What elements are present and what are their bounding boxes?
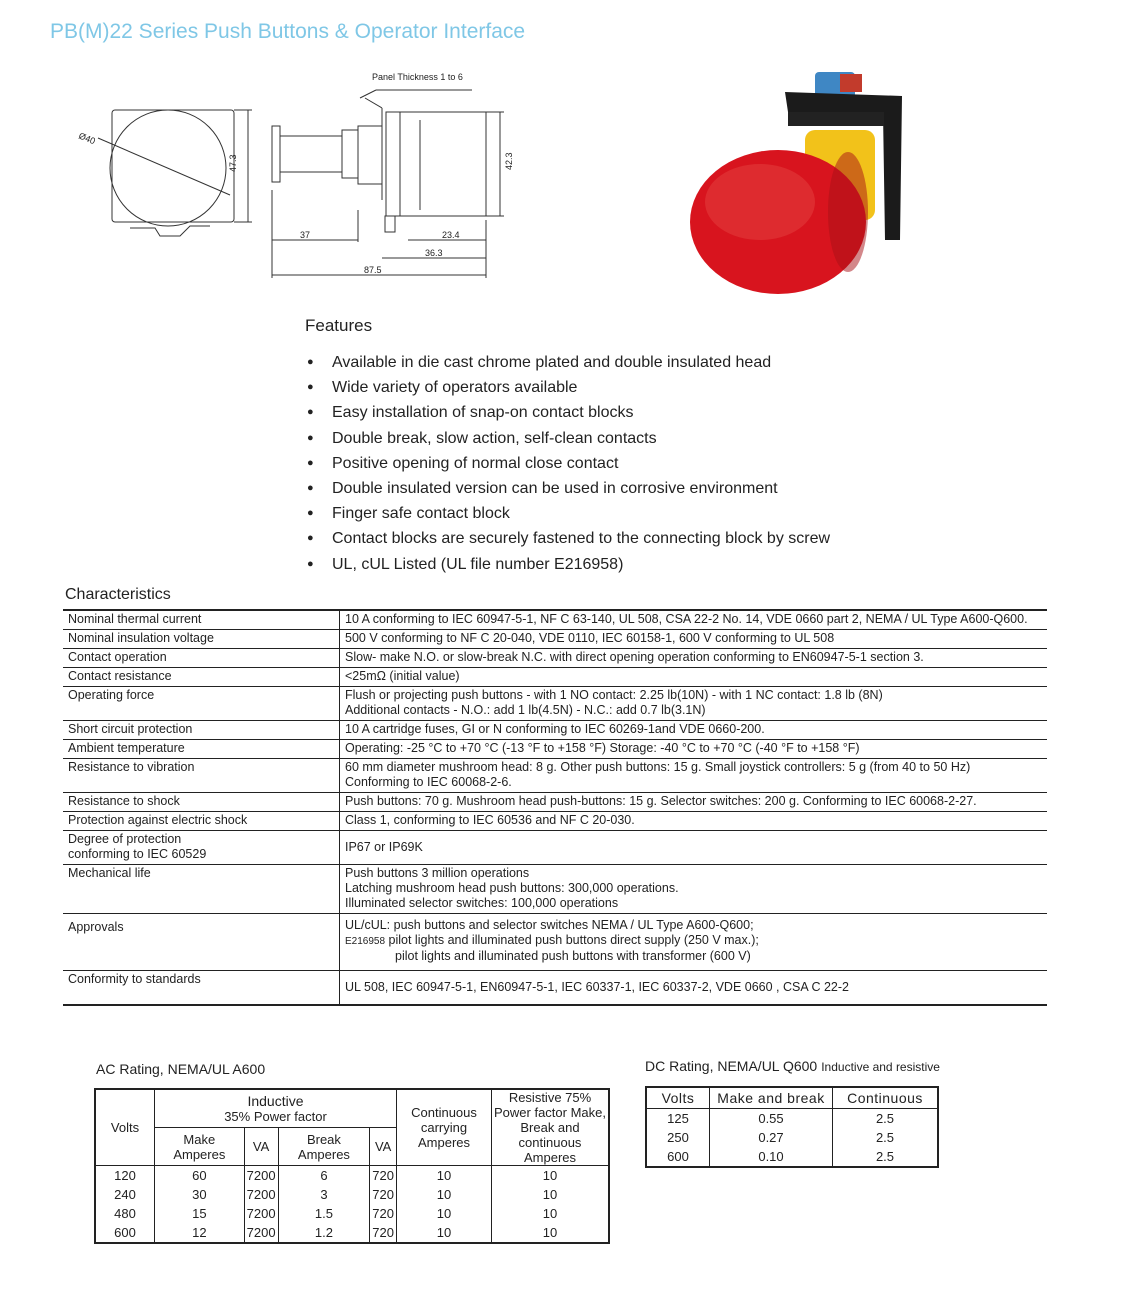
- char-value-line: Flush or projecting push buttons - with 1 NO contact: 2.25 lb(10N) - with 1 NC contact: 1.8 lb (8N): [345, 688, 883, 702]
- char-value-line: UL/cUL: push buttons and selector switches NEMA / UL Type A600-Q600;: [345, 918, 754, 932]
- ac-rating-heading: AC Rating, NEMA/UL A600: [96, 1061, 266, 1077]
- char-value-line: Conforming to IEC 60068-2-6.: [345, 775, 512, 789]
- char-value: Slow- make N.O. or slow-break N.C. with direct opening operation conforming to EN60947-5-1 section 3.: [340, 649, 1048, 668]
- char-value-line: E216958 pilot lights and illuminated push buttons direct supply (250 V max.);: [345, 933, 759, 947]
- table-row: [63, 865, 1047, 914]
- table-row: 250 0.27 2.5: [646, 1128, 938, 1147]
- table-row: 120 60 7200 6 720 10 10: [95, 1166, 609, 1186]
- char-value: 500 V conforming to NF C 20-040, VDE 0110, IEC 60158-1, 600 V conforming to UL 508: [340, 630, 1048, 649]
- col-make-and-break: Make and break: [710, 1087, 833, 1109]
- char-key-line: Degree of protection: [68, 832, 182, 846]
- table-row: [63, 668, 1047, 687]
- table-row: [63, 971, 1047, 1006]
- features-list: [305, 350, 830, 577]
- char-value-line: Push buttons 3 million operations: [345, 866, 530, 880]
- char-key: Contact operation: [63, 649, 340, 668]
- table-row: 600 12 7200 1.2 720 10 10: [95, 1223, 609, 1243]
- dimension-drawing: [60, 60, 530, 285]
- char-value: [340, 687, 1048, 721]
- char-value: Push buttons: 70 g. Mushroom head push-buttons: 15 g. Selector switches: 200 g. Conforming to IEC 60068-2-27.: [340, 793, 1048, 812]
- dim-875: 87.5: [364, 265, 382, 275]
- diameter-label: Ø40: [77, 130, 97, 147]
- col-volts: Volts: [95, 1089, 155, 1166]
- feature-item: ● Easy installation of snap-on contact blocks: [305, 400, 830, 425]
- char-key: Resistance to shock: [63, 793, 340, 812]
- front-view-body: [112, 110, 234, 222]
- ac-rating-table: [94, 1088, 610, 1244]
- panel-thickness-label: Panel Thickness 1 to 6: [372, 72, 463, 82]
- col-resistive: Resistive 75% Power factor Make, Break and continuous Amperes: [492, 1089, 610, 1166]
- char-key: Contact resistance: [63, 668, 340, 687]
- table-row: [63, 687, 1047, 721]
- char-value-line: Illuminated selector switches: 100,000 operations: [345, 896, 619, 910]
- char-value-line: Additional contacts - N.O.: add 1 lb(4.5N) - N.C.: add 0.7 lb(3.1N): [345, 703, 706, 717]
- ul-file-tag: E216958: [345, 936, 386, 947]
- char-key: Short circuit protection: [63, 721, 340, 740]
- height-label-right: 42.3: [504, 152, 514, 170]
- char-value: Class 1, conforming to IEC 60536 and NF C 20-030.: [340, 812, 1048, 831]
- col-va: VA: [244, 1128, 278, 1166]
- feature-item: ● Available in die cast chrome plated and double insulated head: [305, 350, 830, 375]
- char-key-line: conforming to IEC 60529: [68, 847, 207, 861]
- table-row: [63, 610, 1047, 630]
- dim-37: 37: [300, 230, 311, 240]
- char-value: IP67 or IP69K: [340, 831, 1048, 865]
- char-value: <25mΩ (initial value): [340, 668, 1048, 687]
- feature-item: ● Double insulated version can be used in corrosive environment: [305, 476, 830, 501]
- col-continuous: Continuous: [833, 1087, 939, 1109]
- char-key: Ambient temperature: [63, 740, 340, 759]
- char-key: Protection against electric shock: [63, 812, 340, 831]
- feature-item: ● Positive opening of normal close contact: [305, 451, 830, 476]
- char-key: [63, 831, 340, 865]
- char-value-line: Latching mushroom head push buttons: 300,000 operations.: [345, 881, 679, 895]
- table-row: [63, 812, 1047, 831]
- dc-rating-table: [645, 1086, 939, 1168]
- char-value: Operating: -25 °C to +70 °C (-13 °F to +158 °F) Storage: -40 °C to +70 °C (-40 °F to +158 °F): [340, 740, 1048, 759]
- table-row: 600 0.10 2.5: [646, 1147, 938, 1167]
- dc-rating-subheading: Inductive and resistive: [821, 1060, 940, 1074]
- char-value: [340, 914, 1048, 971]
- feature-item: ● Contact blocks are securely fastened to the connecting block by screw: [305, 526, 830, 551]
- col-volts: Volts: [646, 1087, 710, 1109]
- char-value: [340, 759, 1048, 793]
- col-break-amperes: Break Amperes: [278, 1128, 370, 1166]
- table-row: [63, 793, 1047, 812]
- col-va: VA: [370, 1128, 397, 1166]
- dim-363: 36.3: [425, 248, 443, 258]
- char-key: Nominal thermal current: [63, 610, 340, 630]
- table-row: 240 30 7200 3 720 10 10: [95, 1185, 609, 1204]
- char-value-line: 60 mm diameter mushroom head: 8 g. Other push buttons: 15 g. Small joystick controllers: 5 g (from 40 to 50 Hz): [345, 760, 971, 774]
- char-key: Conformity to standards: [63, 971, 340, 1006]
- characteristics-table: [63, 609, 1047, 1006]
- col-make-amperes: Make Amperes: [155, 1128, 245, 1166]
- dim-234: 23.4: [442, 230, 460, 240]
- characteristics-heading: Characteristics: [65, 586, 171, 603]
- table-row: [63, 740, 1047, 759]
- char-key: Mechanical life: [63, 865, 340, 914]
- features-heading: Features: [305, 316, 373, 335]
- char-key: Operating force: [63, 687, 340, 721]
- char-key: Approvals: [63, 914, 340, 971]
- table-row: 480 15 7200 1.5 720 10 10: [95, 1204, 609, 1223]
- table-row: [63, 831, 1047, 865]
- char-key: Nominal insulation voltage: [63, 630, 340, 649]
- table-row: [63, 630, 1047, 649]
- char-value: UL 508, IEC 60947-5-1, EN60947-5-1, IEC 60337-1, IEC 60337-2, VDE 0660 , CSA C 22-2: [340, 971, 1048, 1006]
- feature-item: ● Finger safe contact block: [305, 501, 830, 526]
- height-label-left: 47.3: [228, 154, 238, 172]
- table-row: [63, 759, 1047, 793]
- col-continuous: Continuous carrying Amperes: [397, 1089, 492, 1166]
- char-key: Resistance to vibration: [63, 759, 340, 793]
- char-value: [340, 865, 1048, 914]
- table-row: 125 0.55 2.5: [646, 1109, 938, 1129]
- table-row: [63, 721, 1047, 740]
- feature-item: ● UL, cUL Listed (UL file number E216958): [305, 552, 830, 577]
- product-photo: [680, 62, 920, 302]
- col-inductive: Inductive 35% Power factor: [155, 1089, 397, 1128]
- dc-rating-heading: DC Rating, NEMA/UL Q600 Inductive and resistive: [645, 1058, 940, 1074]
- table-row: [63, 914, 1047, 971]
- char-value-line: pilot lights and illuminated push buttons with transformer (600 V): [395, 949, 751, 963]
- char-value: 10 A conforming to IEC 60947-5-1, NF C 63-140, UL 508, CSA 22-2 No. 14, VDE 0660 part 2, NEMA / UL Type A600-Q600.: [340, 610, 1048, 630]
- feature-item: ● Wide variety of operators available: [305, 375, 830, 400]
- table-row: [63, 649, 1047, 668]
- char-value: 10 A cartridge fuses, GI or N conforming to IEC 60269-1and VDE 0660-200.: [340, 721, 1048, 740]
- feature-item: ● Double break, slow action, self-clean contacts: [305, 426, 830, 451]
- page-title: PB(M)22 Series Push Buttons & Operator Interface: [50, 20, 526, 43]
